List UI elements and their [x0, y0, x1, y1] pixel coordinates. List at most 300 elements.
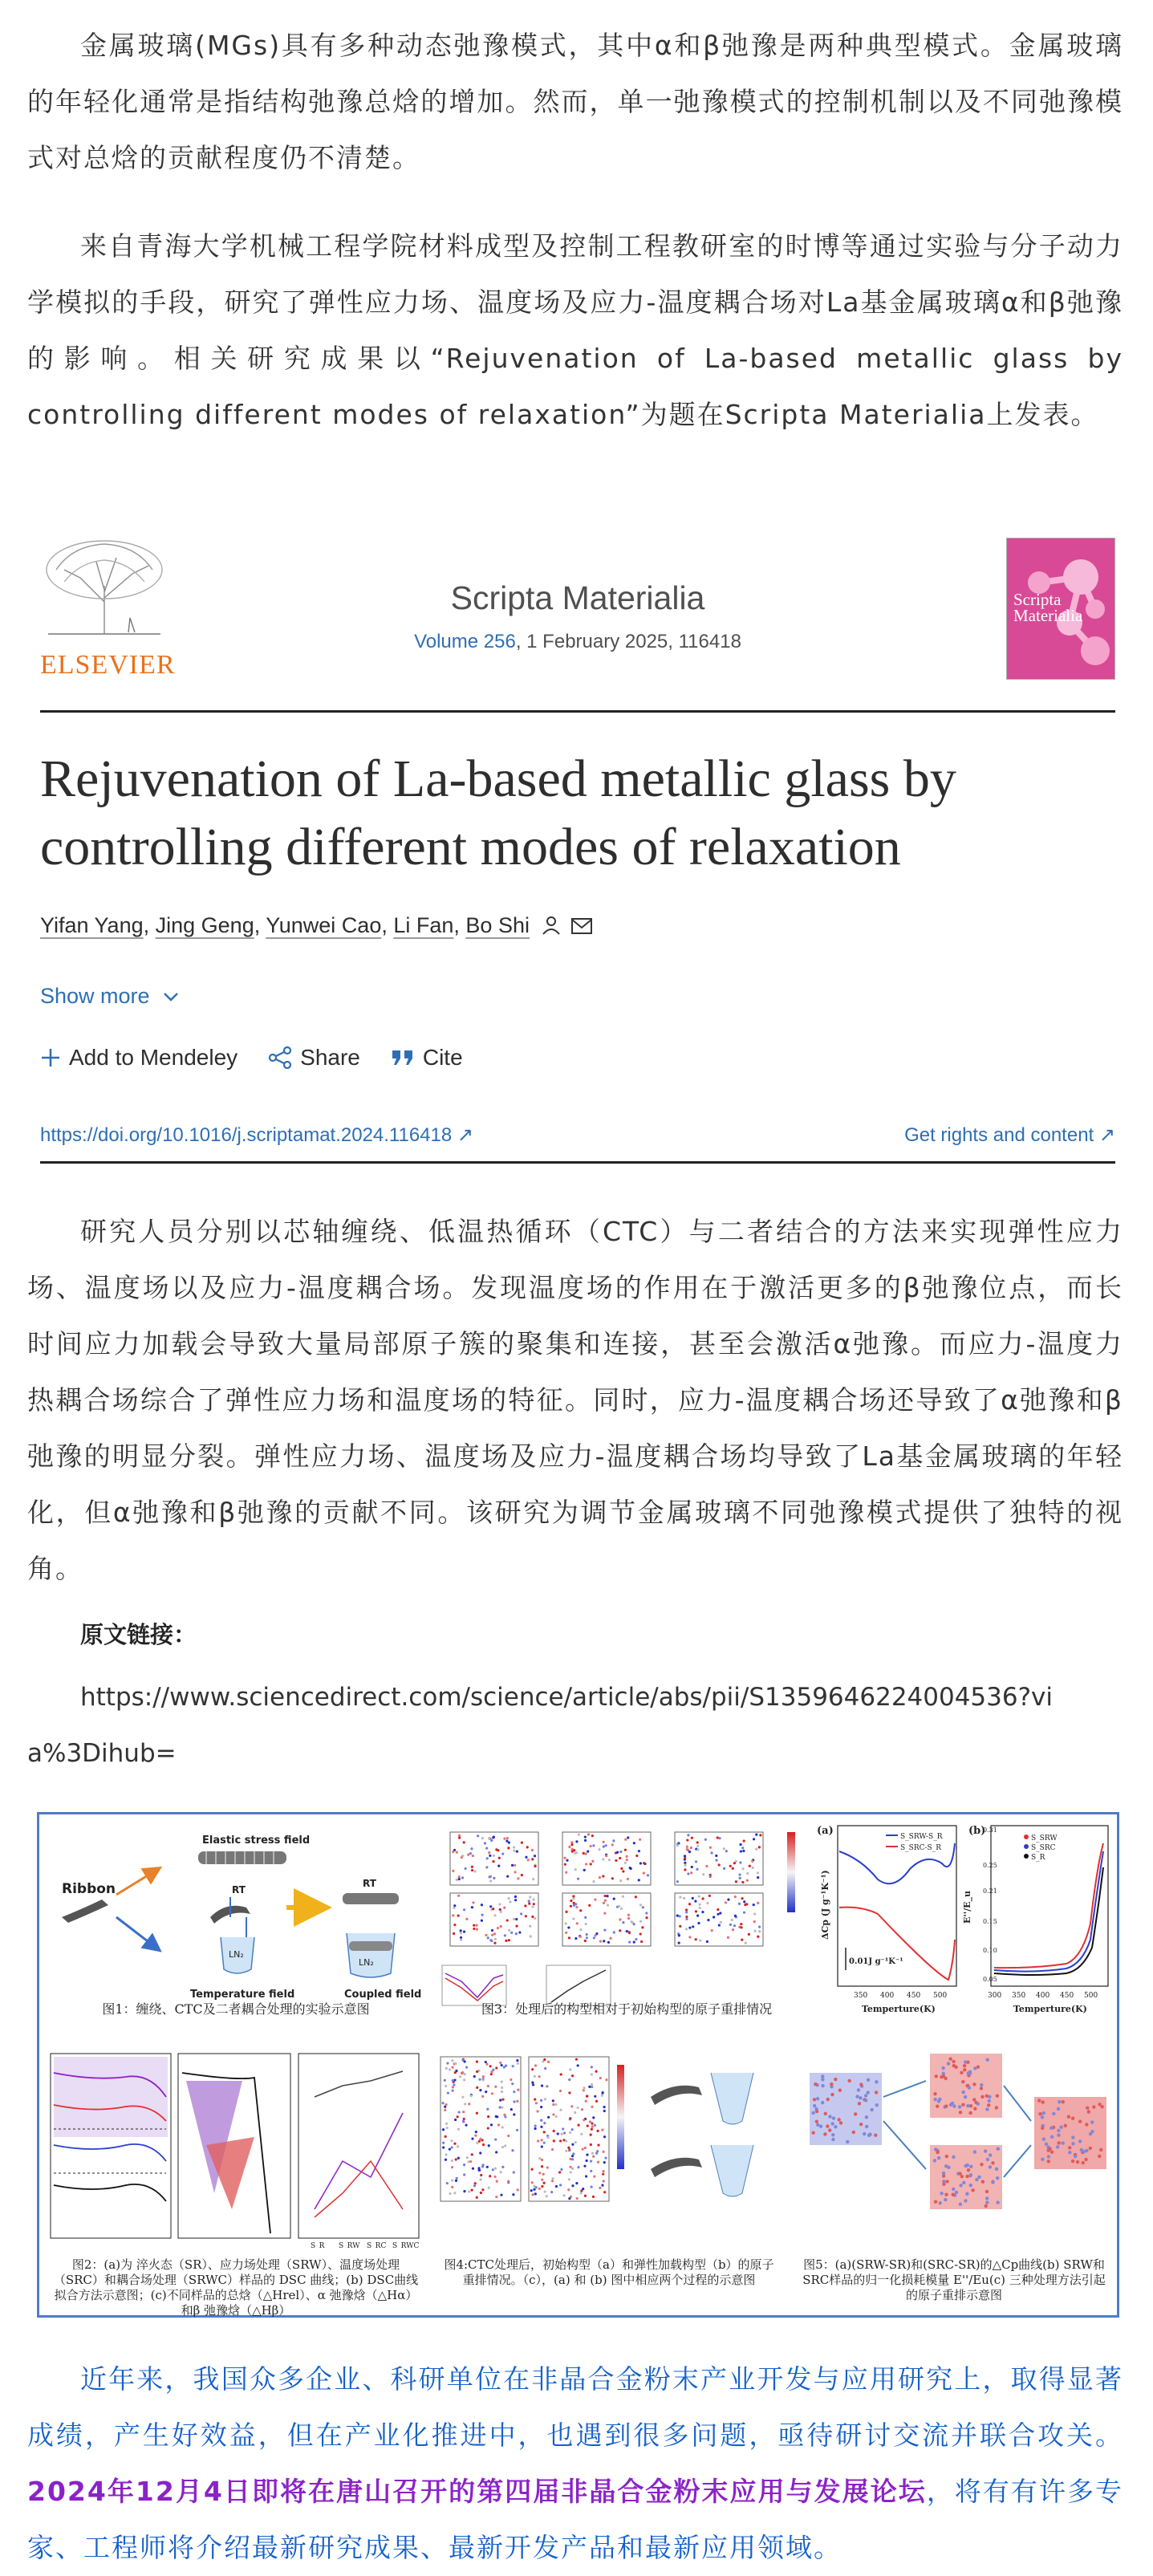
atom-dot — [535, 2186, 538, 2188]
atom-dot — [691, 1837, 693, 1839]
atom-dot — [1068, 2151, 1071, 2154]
atom-dot — [567, 2147, 570, 2149]
atom-dot — [503, 2114, 505, 2116]
author-link[interactable]: Yifan Yang — [40, 913, 144, 937]
atom-dot — [571, 2074, 574, 2077]
atom-dot — [533, 2188, 535, 2191]
atom-dot — [570, 2105, 573, 2107]
atom-dot — [457, 2128, 460, 2131]
colorbar — [787, 1832, 795, 1912]
atom-dot — [492, 1860, 494, 1863]
atom-dot — [1084, 2158, 1087, 2161]
atom-dot — [472, 1855, 474, 1857]
atom-dot — [487, 2115, 489, 2118]
journal-cover-image[interactable] — [1006, 538, 1115, 680]
atom-dot — [759, 1834, 761, 1836]
atom-dot — [509, 1900, 511, 1903]
atom-dot — [942, 2074, 945, 2078]
atom-dot — [757, 1936, 759, 1938]
atom-dot — [828, 2128, 831, 2131]
fig5a-y-label: ΔCp (J g⁻¹K⁻¹) — [820, 1870, 830, 1940]
atom-dot — [540, 2106, 542, 2108]
atom-dot — [626, 1855, 628, 1858]
atom-dot — [528, 1899, 530, 1902]
atom-dot — [639, 1862, 642, 1864]
atom-dot — [839, 2121, 842, 2124]
atom-dot — [547, 2061, 550, 2063]
atom-dot — [696, 1868, 698, 1871]
atom-dot — [584, 2147, 587, 2149]
atom-dot — [717, 1908, 719, 1911]
atom-dot — [580, 2192, 583, 2194]
atom-dot — [741, 1939, 743, 1941]
atom-dot — [480, 2192, 482, 2194]
atom-dot — [521, 1874, 523, 1876]
atom-dot — [453, 1924, 456, 1926]
atom-dot — [458, 1878, 461, 1880]
atom-dot — [476, 2112, 478, 2115]
atom-dot — [457, 1895, 460, 1897]
atom-dot — [605, 1844, 607, 1847]
atom-dot — [583, 1852, 585, 1855]
atom-dot — [733, 1862, 736, 1864]
atom-dot — [568, 1936, 570, 1939]
atom-dot — [813, 2098, 816, 2101]
atom-dot — [980, 2095, 984, 2099]
atom-dot — [594, 2095, 596, 2098]
atom-dot — [591, 2086, 593, 2088]
rights-text: Get rights and content — [904, 1124, 1094, 1146]
person-icon[interactable] — [541, 915, 562, 936]
atom-dot — [543, 2058, 546, 2061]
atom-dot — [496, 2180, 498, 2183]
atom-dot — [586, 2095, 588, 2098]
atom-dot — [972, 2082, 976, 2086]
atom-dot — [590, 2143, 592, 2146]
atom-dot — [531, 1849, 534, 1851]
atom-dot — [727, 1936, 729, 1939]
atom-dot — [488, 1837, 490, 1839]
atom-dot — [590, 2170, 592, 2172]
atom-dot — [513, 1850, 515, 1852]
atom-dot — [713, 1916, 715, 1918]
atom-dot — [989, 2165, 992, 2168]
atom-dot — [508, 1929, 510, 1932]
atom-dot — [711, 1929, 713, 1932]
atom-dot — [444, 2109, 446, 2111]
intro-paragraph-2: 来自青海大学机械工程学院材料成型及控制工程教研室的时博等通过实验与分子动力学模拟的手段，研究了弹性应力场、温度场及应力-温度耦合场对La基金属玻璃α和β弛豫的影响。相关研究成果以“Rejuvenation of La-based metallic glass by controlling different modes of relaxation”为题在Scripta Materialia上发表。 — [27, 230, 1123, 430]
atom-dot — [508, 1842, 510, 1844]
atom-dot — [574, 1903, 577, 1905]
atom-dot — [481, 1920, 483, 1922]
atom-dot — [515, 1932, 518, 1935]
atom-dot — [707, 1919, 709, 1921]
atom-dot — [863, 2132, 866, 2135]
atom-dot — [831, 2133, 834, 2136]
atom-dot — [1050, 2150, 1054, 2153]
atom-dot — [589, 2120, 591, 2123]
atom-dot — [493, 1932, 496, 1935]
atom-dot — [616, 1851, 619, 1854]
atom-dot — [961, 2103, 964, 2107]
atom-dot — [534, 1855, 536, 1857]
atom-dot — [570, 1841, 573, 1843]
atom-dot — [743, 1912, 745, 1914]
atom-dot — [488, 2187, 490, 2189]
atom-dot — [585, 2100, 587, 2103]
atom-dot — [603, 2135, 606, 2138]
tick-label: 500 — [933, 1992, 948, 2000]
coupled-field-label: Coupled field — [344, 1989, 422, 2001]
atom-dot — [832, 2116, 835, 2119]
atom-dot — [813, 2104, 816, 2107]
atom-dot — [944, 2198, 947, 2201]
atom-dot — [847, 2079, 851, 2082]
atom-dot — [460, 1936, 462, 1939]
atom-dot — [445, 2153, 447, 2155]
atom-dot — [497, 1927, 499, 1929]
atom-dot — [639, 1839, 641, 1841]
atom-dot — [587, 1851, 589, 1853]
atom-dot — [498, 1903, 501, 1905]
atom-dot — [453, 1904, 456, 1907]
atom-dot — [449, 2192, 451, 2195]
atom-dot — [494, 2138, 497, 2140]
atom-dot — [507, 2181, 510, 2184]
atom-dot — [476, 2142, 478, 2144]
atom-dot — [501, 2146, 504, 2148]
fig5a-scale-label: 0.01J g⁻¹K⁻¹ — [849, 1957, 903, 1966]
atom-dot — [446, 2127, 449, 2129]
atom-dot — [540, 2099, 542, 2102]
author-link[interactable]: Li Fan — [393, 913, 454, 937]
atom-dot — [698, 1904, 700, 1906]
atom-dot — [628, 1932, 631, 1934]
atom-dot — [603, 2151, 605, 2153]
atom-dot — [638, 1879, 640, 1881]
atom-dot — [945, 2180, 948, 2183]
atom-dot — [535, 2102, 538, 2104]
atom-dot — [485, 2063, 488, 2066]
atom-dot — [1041, 2127, 1044, 2130]
atom-dot — [602, 1858, 604, 1860]
atom-dot — [973, 2150, 976, 2153]
atom-dot — [560, 2168, 562, 2171]
atom-dot — [723, 1847, 725, 1850]
atom-dot — [498, 1857, 501, 1859]
atom-dot — [846, 2140, 849, 2143]
cite-button[interactable] — [391, 1045, 463, 1071]
atom-dot — [490, 1839, 493, 1842]
atom-dot — [564, 1863, 566, 1866]
atom-dot — [991, 2180, 994, 2184]
atom-dot — [601, 2095, 603, 2097]
atom-dot — [627, 1914, 630, 1916]
atom-dot — [605, 2078, 607, 2081]
atom-dot — [481, 2188, 484, 2191]
fig5b-loss-modulus-chart — [962, 1819, 1113, 2020]
atom-dot — [865, 2125, 868, 2128]
fig5b-y-label: E''/E_u — [962, 1890, 972, 1924]
atom-dot — [551, 2148, 554, 2151]
atom-dot — [1058, 2141, 1061, 2144]
atom-dot — [534, 2127, 536, 2130]
atom-dot — [532, 2193, 534, 2196]
atom-dot — [465, 1918, 468, 1920]
atom-dot — [559, 2184, 562, 2186]
atom-dot — [486, 2108, 489, 2111]
atom-dot — [627, 1836, 629, 1839]
atom-dot — [696, 1841, 699, 1843]
atom-dot — [582, 2148, 584, 2151]
atom-dot — [821, 2074, 824, 2078]
atom-dot — [586, 1933, 588, 1936]
atom-dot — [513, 2090, 515, 2093]
atom-dot — [490, 2073, 493, 2075]
atom-dot — [985, 2095, 989, 2098]
atom-dot — [1041, 2115, 1044, 2119]
author-link[interactable]: Yunwei Cao — [266, 913, 382, 937]
atom-dot — [1089, 2147, 1092, 2150]
fig1-schematic — [46, 1821, 423, 2021]
atom-dot — [743, 1839, 745, 1842]
atom-dot — [450, 2139, 453, 2142]
atom-dot — [701, 1897, 704, 1899]
atom-dot — [528, 1902, 530, 1904]
atom-dot — [830, 2122, 834, 2125]
atom-dot — [525, 1856, 527, 1859]
atom-dot — [531, 2181, 534, 2184]
atom-dot — [643, 1862, 645, 1864]
atom-dot — [1062, 2141, 1065, 2144]
atom-dot — [486, 2166, 489, 2168]
atom-dot — [553, 2130, 555, 2132]
atom-dot — [684, 1855, 686, 1857]
atom-dot — [753, 1838, 755, 1840]
atom-dot — [575, 2182, 578, 2184]
atom-dot — [497, 2123, 500, 2126]
atom-dot — [963, 2064, 966, 2067]
atom-dot — [995, 2106, 998, 2109]
series-sr-line — [994, 1867, 1103, 1975]
atom-dot — [811, 2111, 814, 2115]
atom-dot — [445, 2085, 447, 2087]
ln2-label: LN₂ — [229, 1949, 244, 1960]
atom-dot — [718, 1924, 721, 1926]
atom-dot — [534, 1865, 536, 1867]
show-more-button[interactable] — [40, 984, 180, 1009]
atom-dot — [619, 1879, 622, 1882]
atom-dot — [635, 1938, 637, 1940]
atom-dot — [571, 2128, 574, 2131]
atom-dot — [934, 2147, 937, 2151]
atom-dot — [607, 1941, 610, 1944]
atom-dot — [864, 2094, 867, 2097]
temp-field-label: Temperature field — [190, 1989, 295, 2001]
tick-label: 0.15 — [983, 1918, 997, 1925]
atom-dot — [985, 2204, 988, 2208]
atom-dot — [478, 2078, 481, 2081]
atom-dot — [991, 2161, 994, 2164]
atom-dot — [962, 2181, 965, 2184]
email-icon[interactable] — [570, 917, 593, 935]
atom-dot — [513, 2171, 515, 2173]
atom-dot — [688, 1927, 691, 1929]
atom-dot — [471, 2153, 473, 2155]
atom-dot — [706, 1940, 708, 1943]
atom-dot — [537, 2139, 539, 2142]
atom-dot — [495, 2151, 497, 2153]
atom-dot — [965, 2192, 968, 2196]
atom-dot — [575, 1851, 578, 1854]
atom-dot — [585, 1923, 587, 1925]
atom-dot — [642, 1906, 644, 1908]
atom-dot — [499, 2062, 501, 2064]
atom-dot — [563, 1857, 566, 1859]
atom-dot — [603, 2110, 606, 2112]
atom-dot — [458, 1875, 461, 1878]
atom-dot — [989, 2153, 992, 2156]
share-button[interactable] — [268, 1045, 360, 1071]
atom-dot — [684, 1868, 686, 1871]
atom-dot — [975, 2178, 978, 2181]
atom-dot — [576, 2197, 579, 2200]
atom-dot — [864, 2099, 867, 2102]
atom-dot — [709, 1875, 712, 1878]
atom-dot — [559, 2109, 562, 2111]
atom-dot — [940, 2192, 943, 2195]
atom-dot — [1068, 2146, 1071, 2149]
atom-dot — [517, 2062, 519, 2065]
atom-dot — [455, 2070, 457, 2072]
atom-dot — [968, 2174, 972, 2177]
fig5b-legend-3: S_R — [1031, 1854, 1045, 1862]
atom-dot — [552, 2103, 554, 2106]
atom-dot — [574, 2141, 577, 2143]
atom-dot — [484, 1842, 486, 1844]
atom-dot — [867, 2078, 870, 2082]
atom-dot — [494, 1938, 497, 1940]
journal-title[interactable]: Scripta Materialia — [450, 579, 705, 616]
atom-dot — [685, 1908, 688, 1911]
atom-dot — [501, 2166, 504, 2168]
atom-dot — [517, 2089, 519, 2091]
atom-dot — [463, 1908, 465, 1911]
atom-dot — [449, 2068, 451, 2070]
atom-dot — [973, 2107, 976, 2110]
atom-dot — [837, 2118, 840, 2121]
atom-dot — [959, 2111, 962, 2114]
atom-dot — [543, 2131, 546, 2133]
atom-dot — [603, 2191, 606, 2193]
atom-dot — [464, 2103, 466, 2105]
atom-dot — [471, 1869, 473, 1871]
atom-dot — [1078, 2139, 1082, 2143]
card-bottom-divider — [40, 1161, 1115, 1164]
atom-dot — [562, 2194, 565, 2196]
atom-dot — [504, 2144, 506, 2147]
atom-dot — [595, 2100, 598, 2103]
fig2-dsc-panels — [46, 2049, 423, 2249]
atom-dot — [569, 2166, 571, 2168]
atom-dot — [490, 2123, 493, 2126]
author-link[interactable]: Jing Geng — [155, 913, 254, 937]
atom-dot — [1041, 2157, 1044, 2160]
atom-dot — [612, 1839, 615, 1842]
atom-dot — [461, 1856, 463, 1859]
original-link-url[interactable]: https://www.sciencedirect.com/science/article/abs/pii/S1359646224004536?via%3Dihub= — [27, 1683, 1054, 1768]
atom-dot — [552, 2099, 554, 2102]
atom-dot — [1059, 2126, 1062, 2129]
atom-dot — [474, 1870, 477, 1872]
atom-dot — [493, 1942, 496, 1944]
atom-dot — [449, 2148, 451, 2151]
atom-dot — [1078, 2119, 1082, 2123]
atom-dot — [719, 1912, 721, 1914]
atom-dot — [551, 2180, 554, 2182]
author-link[interactable]: Bo Shi — [465, 913, 530, 937]
atom-dot — [553, 2139, 555, 2142]
atom-dot — [457, 2115, 459, 2118]
atom-dot — [678, 1934, 680, 1936]
atom-dot — [498, 2106, 501, 2108]
atom-dot — [462, 2111, 465, 2113]
atom-dot — [489, 1905, 492, 1908]
fig1-caption: 图1：缠绕、CTC及二者耦合处理的实验示意图 — [102, 2001, 370, 2017]
atom-dot — [489, 2175, 491, 2177]
fig5-caption: 图5：(a)(SRW-SR)和(SRC-SR)的△Cp曲线(b) SRW和SRC样品的归一化损耗模量 E''/Eu(c) 三种处理方法引起的原子重排示意图 — [802, 2257, 1106, 2302]
atom-dot — [476, 2196, 478, 2199]
atom-dot — [577, 1878, 579, 1880]
atom-dot — [599, 1876, 601, 1879]
atom-dot — [560, 2133, 562, 2135]
atom-dot — [495, 1848, 497, 1851]
atom-dot — [633, 1923, 635, 1925]
doi-link[interactable] — [40, 1123, 473, 1147]
fig5a-legend-2: S_SRC-S_R — [900, 1844, 941, 1852]
volume-link[interactable]: Volume 256 — [414, 631, 516, 652]
atom-dot — [446, 2062, 449, 2064]
atom-dot — [741, 1847, 744, 1849]
atom-dot — [463, 1931, 465, 1933]
add-to-mendeley-button[interactable] — [40, 1045, 238, 1071]
atom-dot — [520, 1912, 522, 1915]
atom-dot — [1099, 2148, 1102, 2151]
atom-dot — [511, 2149, 514, 2151]
atom-dot — [752, 1867, 754, 1869]
series-src-line — [994, 1851, 1103, 1972]
atom-dot — [574, 1937, 577, 1940]
tick-label: 0.05 — [983, 1976, 997, 1983]
atom-dot — [591, 2185, 593, 2188]
atom-dot — [854, 2112, 857, 2115]
rights-link[interactable] — [904, 1123, 1115, 1147]
atom-dot — [749, 1865, 751, 1867]
atom-dot — [570, 1843, 573, 1846]
atom-dot — [493, 1914, 496, 1916]
atom-dot — [470, 2095, 473, 2097]
atom-dot — [517, 2188, 519, 2191]
atom-dot — [604, 2156, 607, 2159]
atom-dot — [715, 1859, 717, 1862]
atom-dot — [550, 2191, 553, 2193]
external-link-icon: ↗ — [1098, 1124, 1115, 1146]
atom-dot — [709, 1847, 712, 1849]
atom-dot — [951, 2102, 954, 2105]
atom-dot — [565, 2139, 567, 2142]
atom-dot — [552, 2113, 554, 2115]
atom-dot — [441, 2102, 444, 2104]
